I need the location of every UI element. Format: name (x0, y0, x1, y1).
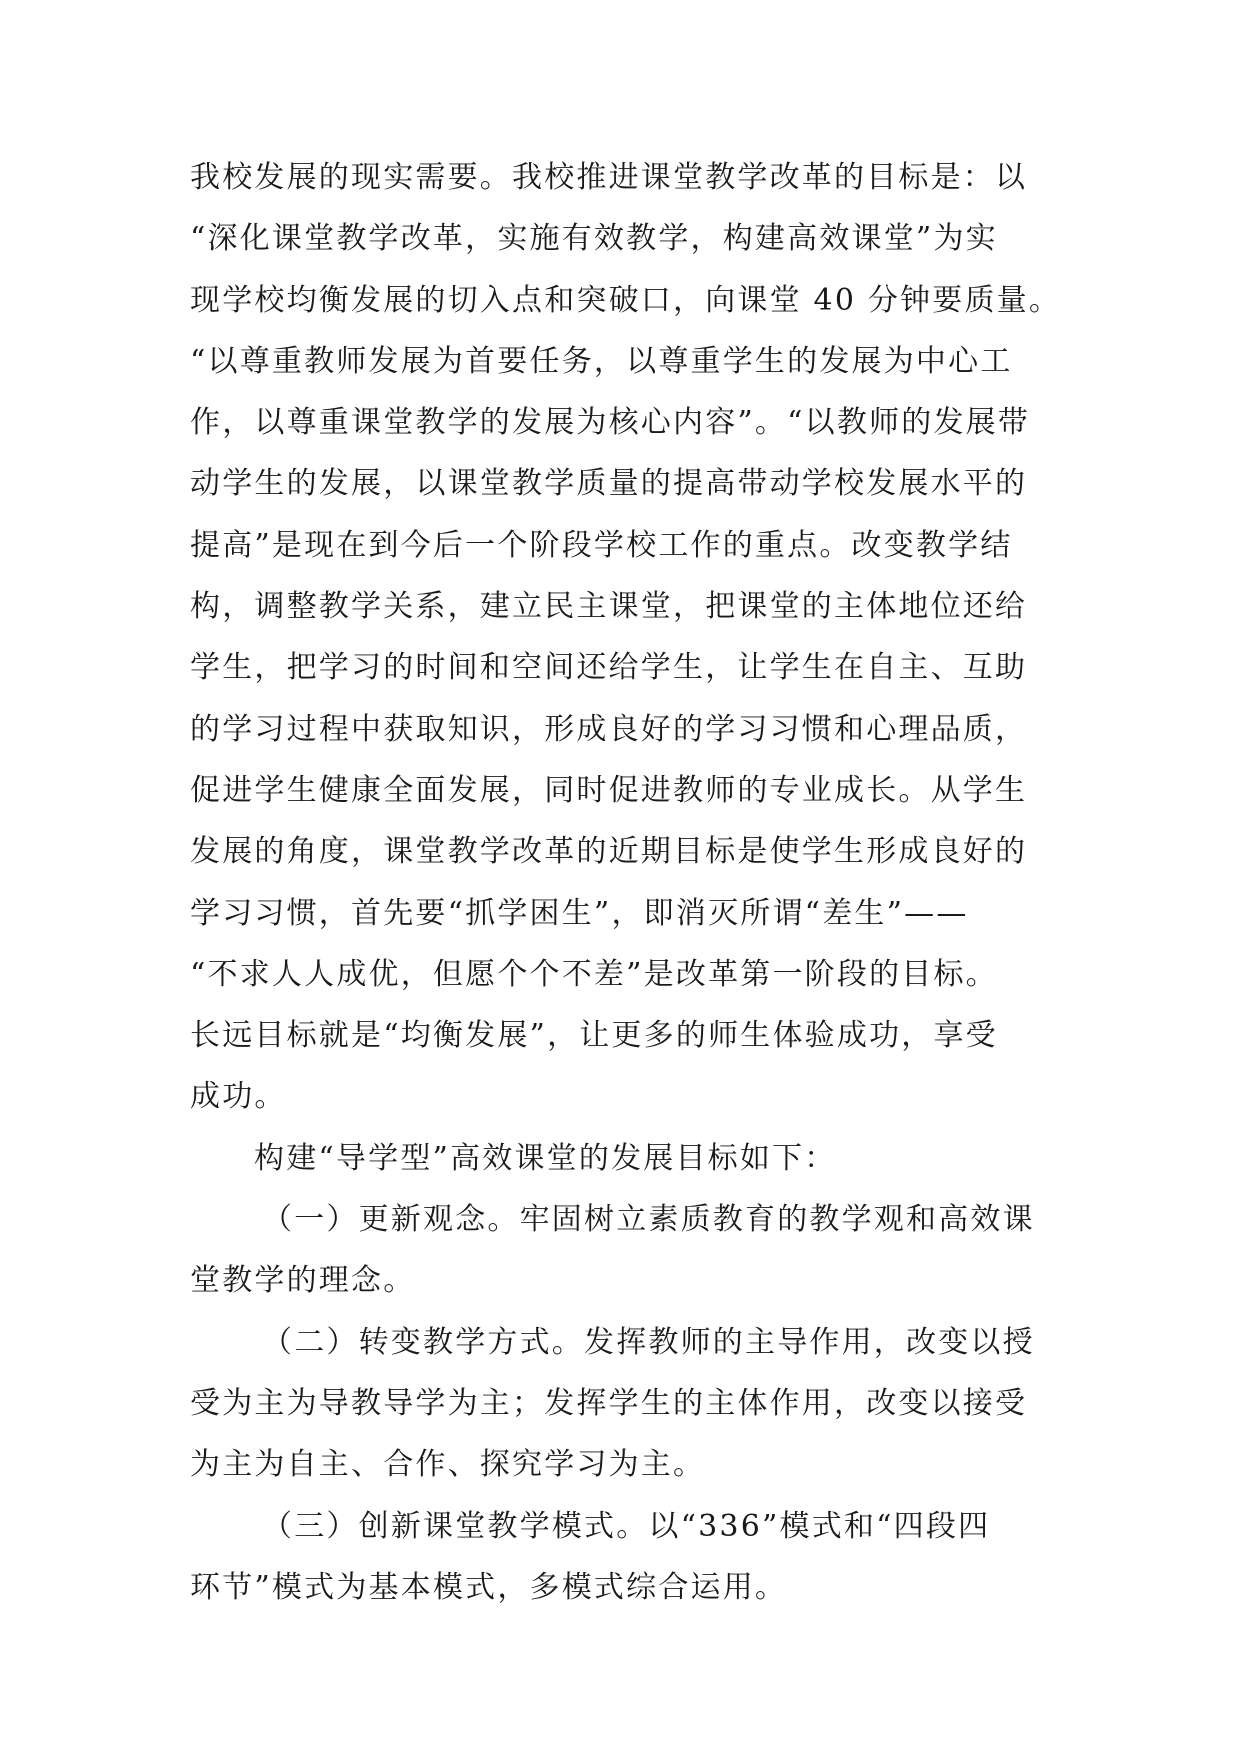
text-line: “不求人人成优，但愿个个不差”是改革第一阶段的目标。 (190, 956, 998, 992)
text-line: 发展的角度，课堂教学改革的近期目标是使学生形成良好的 (190, 834, 1028, 870)
text-line: 成功。 (190, 1079, 287, 1115)
text-line: 促进学生健康全面发展，同时促进教师的专业成长。从学生 (190, 772, 1028, 808)
text-line: 学习习惯，首先要“抓学困生”，即消灭所谓“差生”—— (190, 895, 969, 931)
list-item-line: （二）转变教学方式。发挥教师的主导作用，改变以授 (262, 1324, 1035, 1360)
text-line: 受为主为导教导学为主；发挥学生的主体作用，改变以接受 (190, 1385, 1028, 1421)
text-line: 长远目标就是“均衡发展”，让更多的师生体验成功，享受 (190, 1018, 998, 1054)
text-line: 的学习过程中获取知识，形成良好的学习习惯和心理品质， (190, 711, 1028, 747)
document-body (190, 158, 1070, 1629)
list-item-line: （三）创新课堂教学模式。以“336”模式和“四段四 (262, 1508, 991, 1544)
text-line: 堂教学的理念。 (190, 1263, 416, 1299)
text-line: 提高”是现在到今后一个阶段学校工作的重点。改变教学结 (190, 527, 1013, 563)
text-line: “以尊重教师发展为首要任务，以尊重学生的发展为中心工 (190, 343, 1013, 379)
text-line: “深化课堂教学改革，实施有效教学，构建高效课堂”为实 (190, 221, 998, 257)
text-line: 作，以尊重课堂教学的发展为核心内容”。“以教师的发展带 (190, 405, 1031, 441)
text-line: 动学生的发展，以课堂教学质量的提高带动学校发展水平的 (190, 466, 1028, 502)
list-item-line: （一）更新观念。牢固树立素质教育的教学观和高效课 (262, 1202, 1035, 1238)
text-line: 构，调整教学关系，建立民主课堂，把课堂的主体地位还给 (190, 589, 1028, 625)
text-line: 我校发展的现实需要。我校推进课堂教学改革的目标是：以 (190, 160, 1028, 195)
text-line: 现学校均衡发展的切入点和突破口，向课堂 40 分钟要质量。 (190, 282, 1062, 318)
text-line: 学生，把学习的时间和空间还给学生，让学生在自主、互助 (190, 650, 1028, 686)
text-line: 为主为自主、合作、探究学习为主。 (190, 1447, 706, 1483)
section-intro-line: 构建“导学型”高效课堂的发展目标如下： (254, 1140, 837, 1176)
text-line: 环节”模式为基本模式，多模式综合运用。 (190, 1569, 788, 1605)
